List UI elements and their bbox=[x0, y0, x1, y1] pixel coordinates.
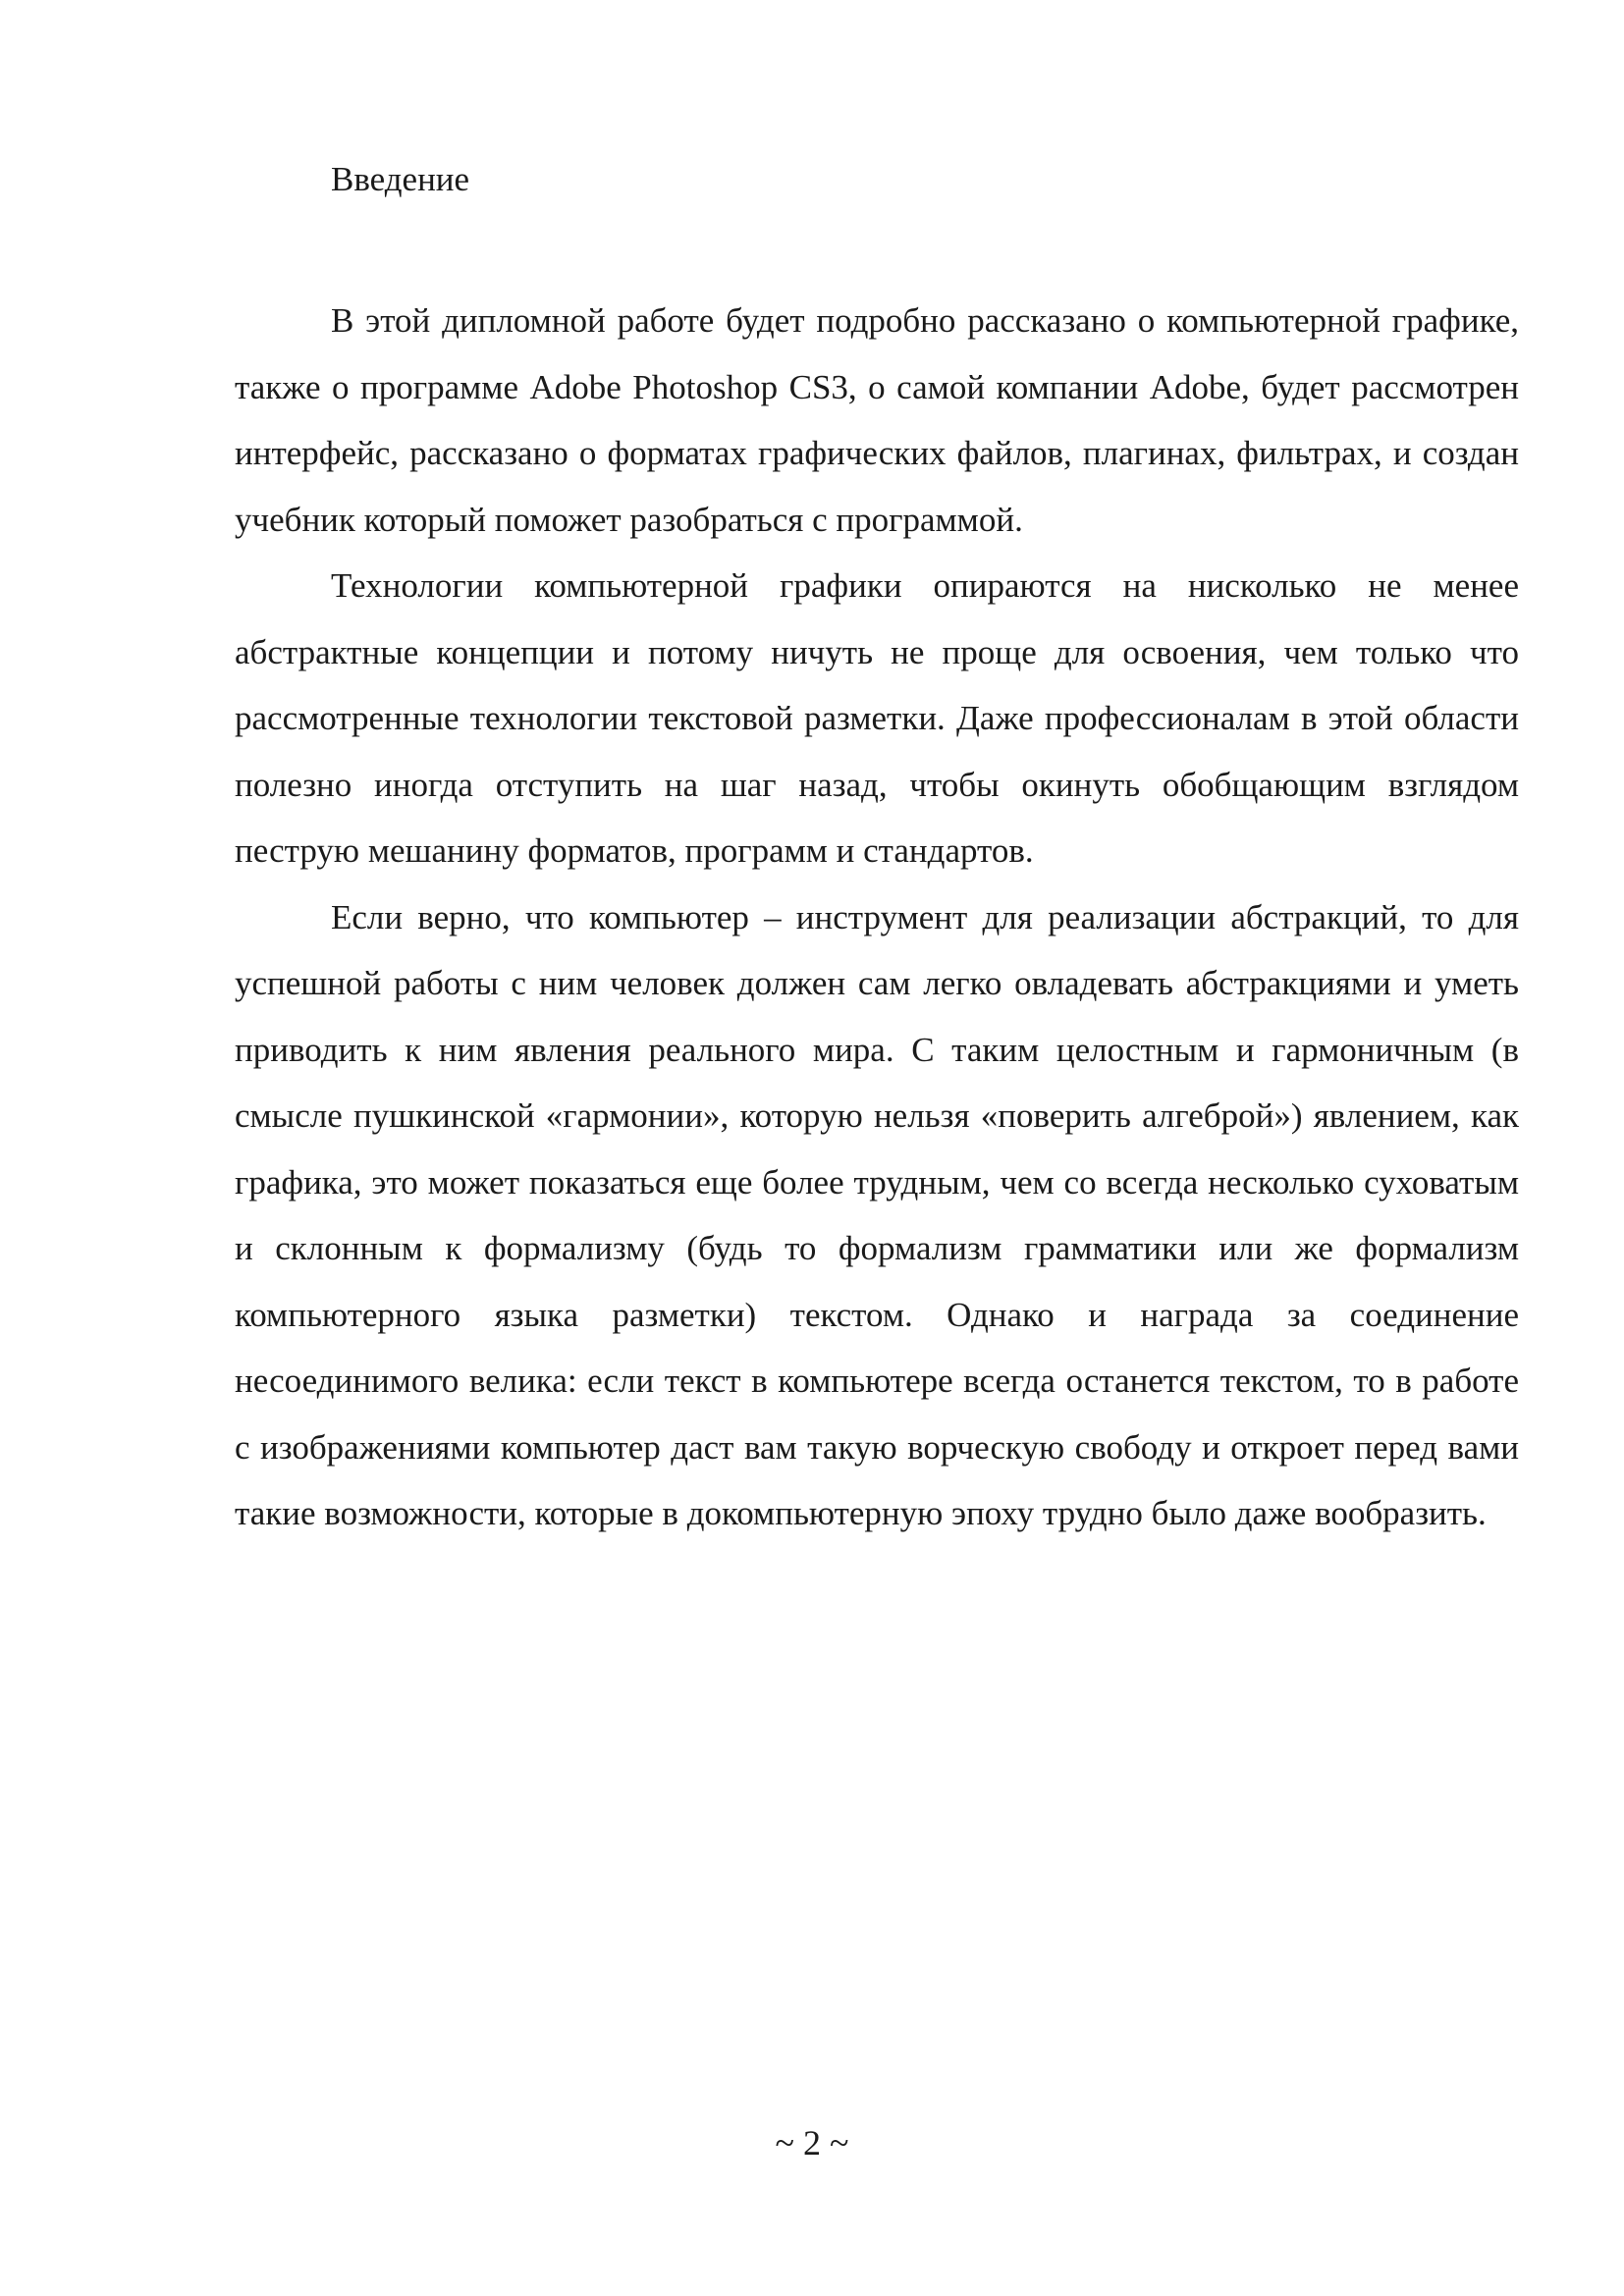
paragraph-abstractions: Если верно, что компьютер – инструмент для реализации абстракций, то для успешной работы с ним человек должен сам легко овладевать абстракциями и уметь приводить к ним явления реального мира. С таким целостным и гармоничным (в смысле пушкинской «гармонии», которую нельзя «поверить алгеброй») явлением, как графика, это может показаться еще более трудным, чем со всегда несколько суховатым и склонным к формализму (будь то формализм грамматики или же формализм компьютерного языка разметки) текстом. Однако и награда за соединение несоединимого велика: если текст в компьютере всегда останется текстом, то в работе с изображениями компьютер даст вам такую ворческую свободу и откроет перед вами такие возможности, которые в докомпьютерную эпоху трудно было даже вообразить. bbox=[235, 897, 1519, 1532]
page-number: ~ 2 ~ bbox=[775, 2123, 849, 2163]
section-heading: Введение bbox=[331, 160, 470, 198]
paragraph-intro: В этой дипломной работе будет подробно рассказано о компьютерной графике, также о программе Adobe Photoshop CS3, о самой компании Adobe, будет рассмотрен интерфейс, рассказано о форматах графических файлов, плагинах, фильтрах, и создан учебник который поможет разобраться с программой. bbox=[235, 301, 1519, 539]
body-text bbox=[235, 288, 1519, 1547]
paragraph-technologies: Технологии компьютерной графики опираются на нисколько не менее абстрактные концепции и потому ничуть не проще для освоения, чем только что рассмотренные технологии текстовой разметки. Даже профессионалам в этой области полезно иногда отступить на шаг назад, чтобы окинуть обобщающим взглядом пеструю мешанину форматов, программ и стандартов. bbox=[235, 566, 1519, 870]
